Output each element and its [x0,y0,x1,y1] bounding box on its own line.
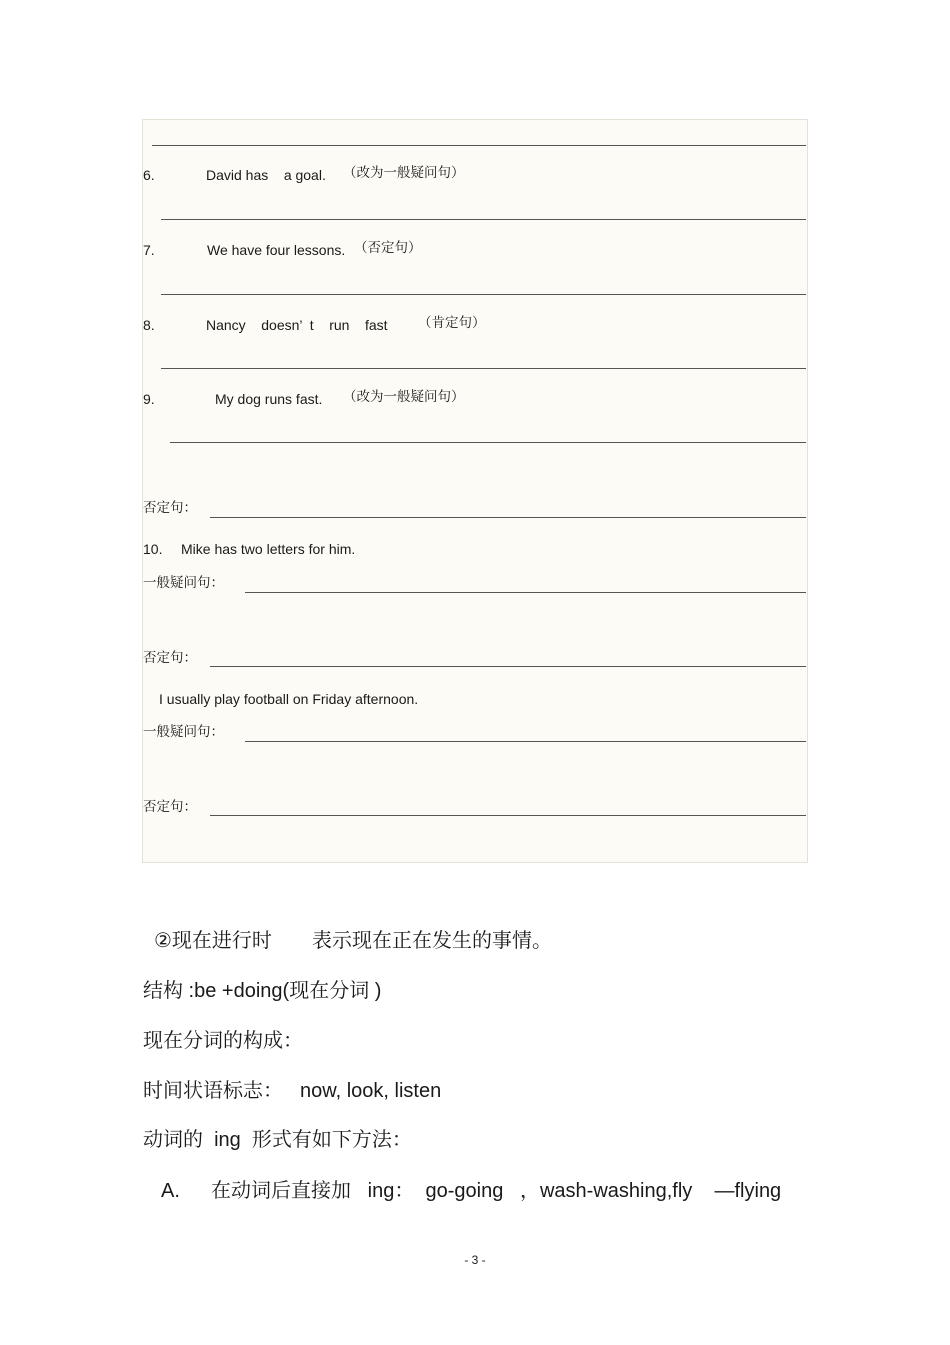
answer-line [152,145,806,146]
question-text: Nancy doesn’ t run fast [206,317,388,333]
yes-no-question-label: 一般疑问句： [143,724,224,740]
question-text: Mike has two letters for him. [181,541,356,557]
question-text: My dog runs fast. [215,391,323,407]
answer-line [210,517,806,518]
question-instruction: （改为一般疑问句） [343,389,465,405]
answer-line [161,219,806,220]
section-heading: ②现在进行时 [154,930,272,952]
negative-label: 否定句： [143,650,197,666]
structure-line: 结构 :be +doing(现在分词 ) [143,980,382,1002]
rule-a-text: 在动词后直接加 ing： go-going ，wash-washing,fly —flying [211,1180,782,1202]
answer-line [245,592,806,593]
question-number: 8. [143,317,155,333]
ing-intro: 动词的 ing 形式有如下方法： [143,1129,412,1151]
question-text: David has a goal. [206,167,326,183]
question-number: 9. [143,391,155,407]
participle-line: 现在分词的构成： [143,1030,303,1052]
answer-line [210,666,806,667]
question-instruction: （肯定句） [418,315,486,331]
yes-no-question-label: 一般疑问句： [143,575,224,591]
exercise-box [142,119,808,863]
page-number: - 3 - [464,1253,486,1267]
negative-label: 否定句： [143,799,197,815]
time-marker-words: now, look, listen [300,1080,442,1102]
question-number: 10. [143,541,163,557]
question-instruction: （改为一般疑问句） [343,165,465,181]
answer-line [161,294,806,295]
answer-line [170,442,806,443]
question-text: We have four lessons. [207,242,346,258]
answer-line [161,368,806,369]
question-text: I usually play football on Friday afternoon. [159,691,419,707]
question-instruction: （否定句） [354,240,422,256]
negative-label: 否定句： [143,500,197,516]
question-number: 7. [143,242,155,258]
rule-a-label: A. [161,1180,180,1202]
answer-line [210,815,806,816]
time-marker-label: 时间状语标志： [143,1080,283,1102]
section-description: 表示现在正在发生的事情。 [312,930,552,952]
question-number: 6. [143,167,155,183]
answer-line [245,741,806,742]
